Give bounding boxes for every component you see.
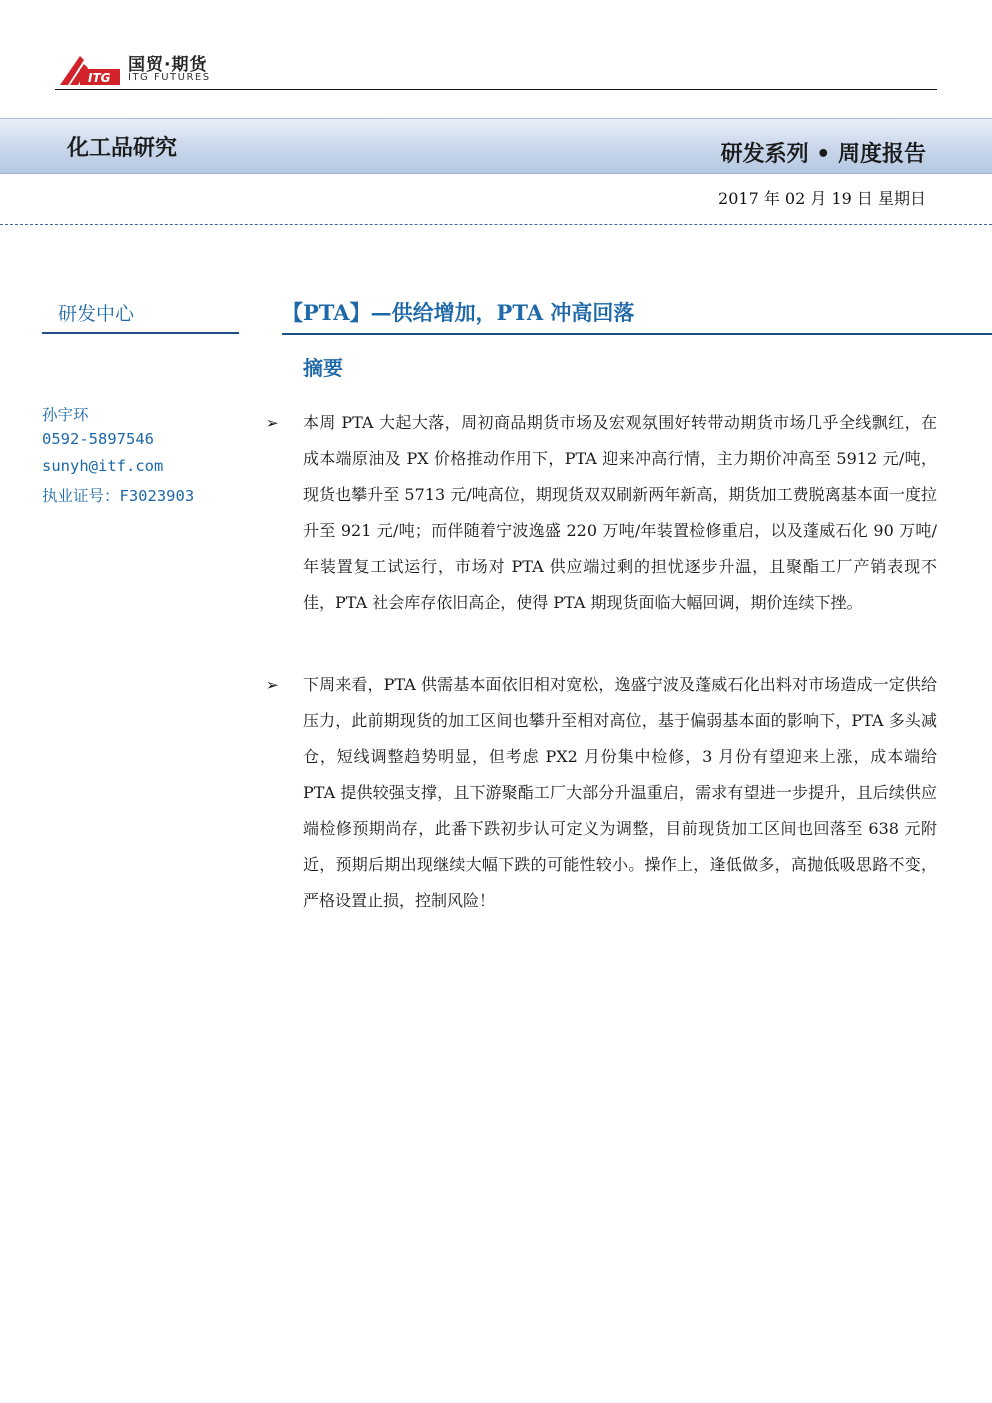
company-name: 国贸·期货 <box>128 55 208 75</box>
analyst-name: 孙宇环 <box>42 406 89 424</box>
arrow-bullet-icon: ➢ <box>266 414 279 432</box>
logo-mark-text: ITG <box>88 71 111 85</box>
title-divider <box>282 333 992 335</box>
sidebar-divider <box>42 332 239 334</box>
analyst-phone: 0592-5897546 <box>42 430 154 448</box>
summary-heading: 摘要 <box>303 356 343 380</box>
report-category: 化工品研究 <box>67 136 178 161</box>
analyst-license: 执业证号：F3023903 <box>42 487 195 505</box>
report-title: 【PTA】—供给增加，PTA 冲高回落 <box>282 300 635 325</box>
sidebar-heading: 研发中心 <box>58 303 135 325</box>
arrow-bullet-icon: ➢ <box>266 676 279 694</box>
analyst-email[interactable]: sunyh@itf.com <box>42 457 164 475</box>
summary-paragraph: 本周 PTA 大起大落，周初商品期货市场及宏观氛围好转带动期货市场几乎全线飘红，在成本端原油及 PX 价格推动作用下，PTA 迎来冲高行情，主力期价冲高至 5912 元/吨，现货也攀升至 5713 元/吨高位，期现货双双刷新两年新高，期货加工费脱离基本面一度拉升至 921 元/吨；而伴随着宁波逸盛 220 万吨/年装置检修重启，以及蓬威石化 90 万吨/年装置复工试运行，市场对 PTA 供应端过剩的担忧逐步升温，且聚酯工厂产销表现不佳，PTA 社会库存依旧高企，使得 PTA 期现货面临大幅回调，期价连续下挫。 <box>303 413 937 612</box>
company-name-en: ITG FUTURES <box>128 72 211 83</box>
report-date: 2017 年 02 月 19 日 星期日 <box>718 189 926 208</box>
summary-paragraph: 下周来看，PTA 供需基本面依旧相对宽松，逸盛宁波及蓬威石化出料对市场造成一定供给压力，此前期现货的加工区间也攀升至相对高位，基于偏弱基本面的影响下，PTA 多头减仓，短线调整趋势明显，但考虑 PX2 月份集中检修，3 月份有望迎来上涨，成本端给 PTA 提供较强支撑，且下游聚酯工厂大部分升温重启，需求有望进一步提升，且后续供应端检修预期尚存，此番下跌初步认可定义为调整，目前现货加工区间也回落至 638 元附近，预期后期出现继续大幅下跌的可能性较小。操作上，逢低做多，高抛低吸思路不变，严格设置止损，控制风险！ <box>303 675 937 910</box>
header-divider <box>55 89 937 90</box>
dashed-divider <box>0 224 992 225</box>
report-series: 研发系列 • 周度报告 <box>720 142 926 167</box>
